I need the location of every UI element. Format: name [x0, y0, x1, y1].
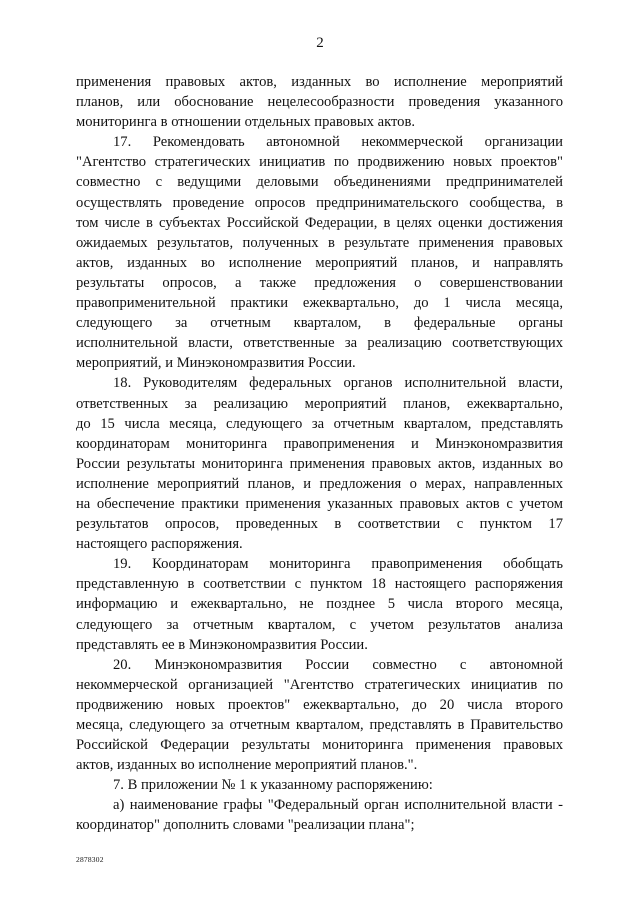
- text-line: следующего за отчетным кварталом, с учетом результатов анализа: [76, 616, 563, 633]
- text-line: правоприменительной практики ежеквартально, до 1 числа месяца,: [76, 295, 563, 312]
- text-line: Российской Федерации результаты мониторинга применения правовых: [76, 737, 563, 754]
- text-line: а) наименование графы "Федеральный орган исполнительной власти -: [113, 797, 563, 814]
- text-line: 19. Координаторам мониторинга правоприменения обобщать: [113, 556, 563, 573]
- text-line: 17. Рекомендовать автономной некоммерческой организации: [113, 134, 563, 151]
- text-line: "Агентство стратегических инициатив по продвижению новых проектов": [76, 154, 563, 171]
- text-line: месяца, следующего за отчетным кварталом, представлять в Правительство: [76, 717, 563, 733]
- text-line: следующего за отчетным кварталом, в федеральные органы: [76, 315, 563, 332]
- document-body: [76, 72, 563, 836]
- text-line: представлять ее в Минэкономразвития России.: [76, 636, 368, 653]
- text-line: осуществлять проведение опросов предпринимательского сообщества, в: [76, 194, 563, 211]
- text-line: на обеспечение практики применения указанных правовых актов с учетом: [76, 495, 563, 512]
- text-line: исполнительной власти, ответственные за реализацию соответствующих: [76, 335, 563, 352]
- text-line: России результаты мониторинга применения правовых актов, изданных во: [76, 455, 563, 472]
- text-line: 7. В приложении № 1 к указанному распоряжению:: [113, 777, 433, 794]
- text-line: ожидаемых результатов, полученных в результате применения правовых: [76, 234, 563, 251]
- paragraph-17: [76, 132, 563, 373]
- text-line: до 15 числа месяца, следующего за отчетным кварталом, представлять: [76, 415, 563, 432]
- paragraph-7a: [76, 795, 563, 835]
- text-line: актов, изданных во исполнение мероприятий планов.".: [76, 757, 418, 774]
- text-line: настоящего распоряжения.: [76, 536, 243, 553]
- text-line: 20. Минэкономразвития России совместно с автономной: [113, 656, 563, 673]
- document-code: 2878302: [76, 855, 104, 864]
- text-line: мониторинга в отношении отдельных правовых актов.: [76, 114, 415, 131]
- paragraph-20: [76, 655, 563, 776]
- paragraph-18: [76, 373, 563, 554]
- text-line: некоммерческой организацией "Агентство стратегических инициатив по: [76, 676, 563, 693]
- text-line: том числе в субъектах Российской Федерации, в целях оценки достижения: [76, 214, 563, 231]
- text-line: ответственных за реализацию мероприятий планов, ежеквартально,: [76, 395, 563, 412]
- text-line: информацию и ежеквартально, не позднее 5 числа второго месяца,: [76, 596, 563, 613]
- paragraph-19: [76, 554, 563, 654]
- text-line: актов, изданных во исполнение мероприятий планов, и направлять: [76, 254, 563, 271]
- text-line: планов, или обоснование нецелесообразности проведения указанного: [76, 94, 563, 111]
- text-line: результатов опросов, проведенных в соответствии с пунктом 17: [76, 516, 563, 533]
- text-line: исполнение мероприятий планов, и предложения о мерах, направленных: [76, 475, 563, 492]
- page-number: 2: [316, 35, 324, 51]
- paragraph-7: [76, 775, 563, 795]
- text-line: продвижению новых проектов" ежеквартально, до 20 числа второго: [76, 696, 563, 713]
- text-line: мероприятий, и Минэкономразвития России.: [76, 355, 356, 372]
- text-line: совместно с ведущими деловыми объединениями предпринимателей: [76, 174, 563, 191]
- paragraph-16-continuation: [76, 72, 563, 132]
- text-line: координаторам мониторинга правоприменения и Минэкономразвития: [76, 435, 563, 452]
- text-line: представленную в соответствии с пунктом 18 настоящего распоряжения: [76, 576, 563, 593]
- text-line: координатор" дополнить словами "реализации плана";: [76, 817, 415, 834]
- text-line: 18. Руководителям федеральных органов исполнительной власти,: [113, 375, 563, 392]
- text-line: применения правовых актов, изданных во исполнение мероприятий: [76, 74, 563, 90]
- text-line: результаты опросов, а также предложения о совершенствовании: [76, 274, 563, 291]
